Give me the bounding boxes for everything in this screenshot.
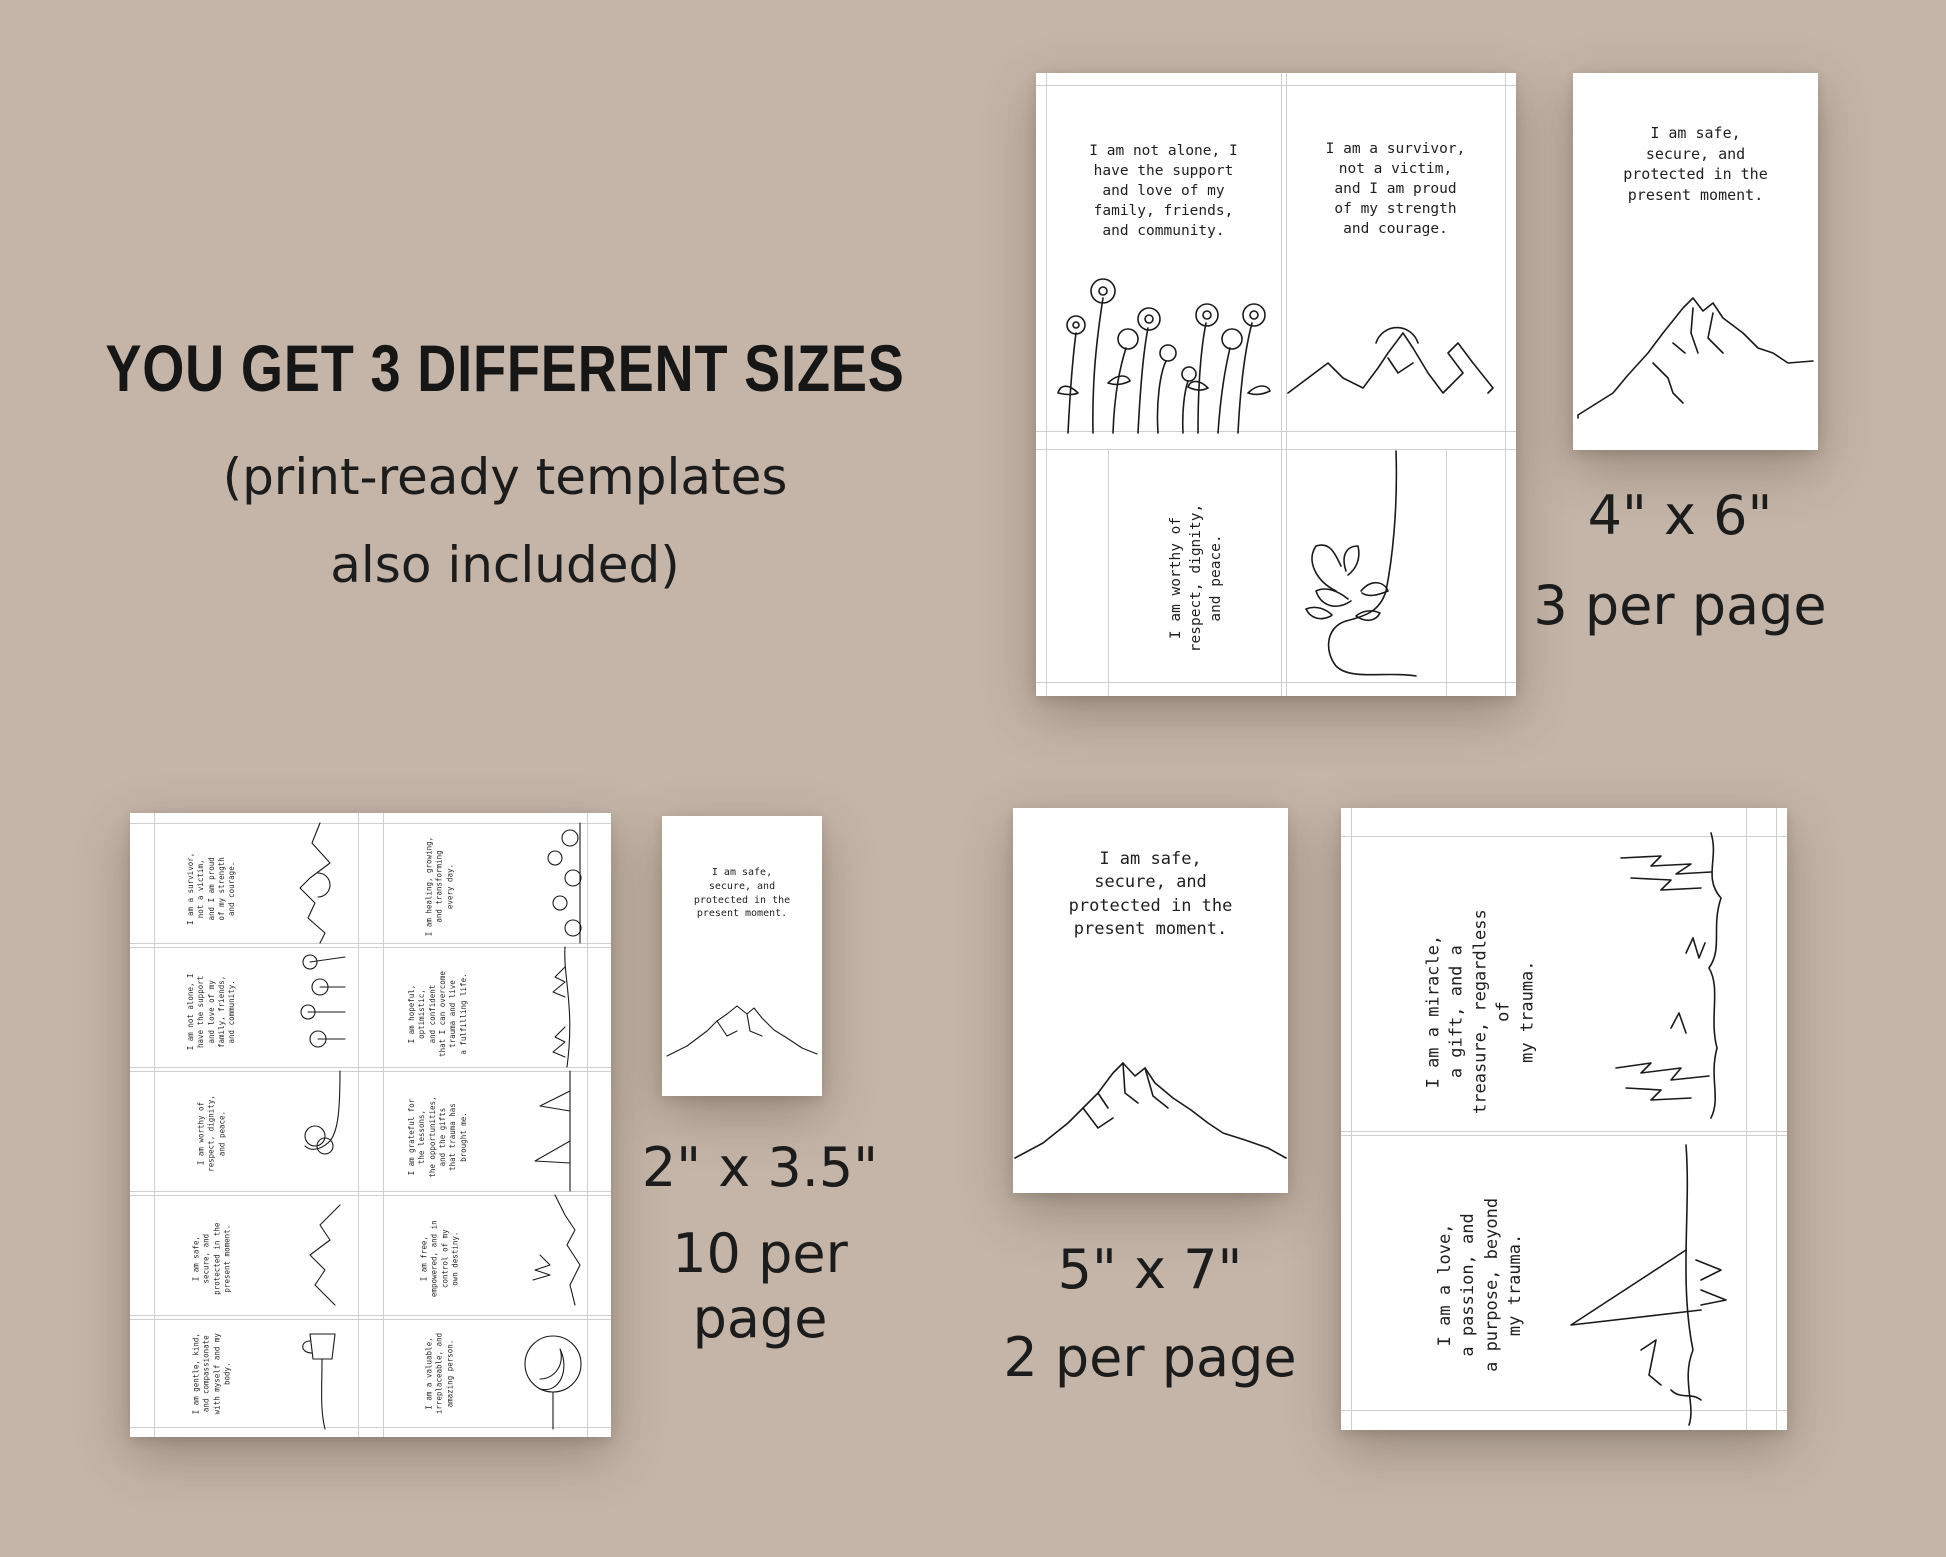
per-page-label-2x35: 10 per page xyxy=(672,1222,848,1350)
affirmation-card-2: I am a survivor, not a victim, and I am proud of my strength and courage. xyxy=(1325,141,1466,237)
mini-card-5: I am worthy of respect, dignity, and peace. xyxy=(196,1095,227,1172)
size-label-2x35: 2" x 3.5" xyxy=(641,1136,879,1199)
mountain-illustration-small xyxy=(662,986,822,1066)
mountain-sun-illustration xyxy=(1288,303,1503,413)
per-page-label-5x7: 2 per page xyxy=(1003,1326,1297,1389)
mini-card-3: I am not alone, I have the support and love of my family, friends, and community. xyxy=(186,973,237,1051)
affirmation-safe-secure: I am safe, secure, and protected in the present moment. xyxy=(1623,124,1768,205)
size-label-5x7: 5" x 7" xyxy=(1057,1238,1243,1301)
per-page-label-4x6: 3 per page xyxy=(1533,574,1827,637)
wildflowers-illustration xyxy=(1048,273,1278,433)
size-label-4x6: 4" x 6" xyxy=(1587,484,1773,547)
mini-card-9: I am gentle, kind, and compassionate with myself and my body. xyxy=(191,1333,232,1415)
card-2x35-single xyxy=(662,816,822,1096)
mountain-illustration-medium xyxy=(1013,1048,1288,1168)
card-5x7-single xyxy=(1013,808,1288,1193)
tree-line-illustration xyxy=(1276,451,1436,691)
affirmation-card-3: I am worthy of respect, dignity, and peace. xyxy=(1168,503,1224,653)
mini-landscape-art xyxy=(525,947,585,1067)
affirmation-card-1: I am not alone, I have the support and love of my family, friends, and community. xyxy=(1089,143,1238,239)
affirmation-love-passion: I am a love, a passion, and a purpose, beyond my trauma. xyxy=(1435,1197,1526,1372)
card-4x6-single xyxy=(1573,73,1818,450)
affirmation-safe-secure-medium: I am safe, secure, and protected in the present moment. xyxy=(1068,849,1233,940)
mini-mountain-art xyxy=(290,1195,350,1315)
mini-card-8: I am free, empowered, and in control of my own destiny. xyxy=(419,1220,460,1298)
mini-tree-art xyxy=(290,1071,350,1191)
subtitle-line-1: (print-ready templates xyxy=(222,448,788,506)
mini-card-2: I am healing, growing, and transforming every day. xyxy=(424,836,455,937)
mini-mountain-sun-art xyxy=(290,823,350,943)
mini-forest-art xyxy=(525,1195,585,1315)
affirmation-miracle-gift: I am a miracle, a gift, and a treasure, regardless of my trauma. xyxy=(1423,909,1538,1114)
mini-card-7: I am safe, secure, and protected in the present moment. xyxy=(191,1222,232,1295)
mini-wildflowers-art xyxy=(290,947,350,1067)
sheet-2x35-ten-per-page xyxy=(130,813,611,1437)
subtitle-line-2: also included) xyxy=(330,536,680,594)
sheet-5x7-two-per-page xyxy=(1341,808,1787,1430)
sheet-4x6-three-per-page xyxy=(1036,73,1516,696)
headline: YOU GET 3 DIFFERENT SIZES xyxy=(105,331,905,405)
mini-sailboats-art xyxy=(525,1071,585,1191)
mini-flowers-art xyxy=(525,823,585,943)
affirmation-safe-secure-small: I am safe, secure, and protected in the present moment. xyxy=(693,867,791,920)
mini-card-1: I am a survivor, not a victim, and I am proud of my strength and courage. xyxy=(186,852,237,925)
mini-card-4: I am hopeful, optimistic, and confident that I can overcome trauma and live a fulfilling life. xyxy=(406,971,468,1057)
mountain-illustration xyxy=(1573,313,1818,433)
sailboat-reflection-illustration xyxy=(1561,1130,1741,1430)
mini-card-6: I am grateful for the lessons, the opportunities, and the gifts that trauma has brought me. xyxy=(406,1096,468,1178)
mini-moon-wave-art xyxy=(515,1319,585,1429)
mini-card-10: I am a valuable, irreplaceable, and amazing person. xyxy=(424,1332,455,1415)
forest-coastline-illustration xyxy=(1591,818,1741,1118)
mini-teacup-art xyxy=(290,1319,350,1429)
